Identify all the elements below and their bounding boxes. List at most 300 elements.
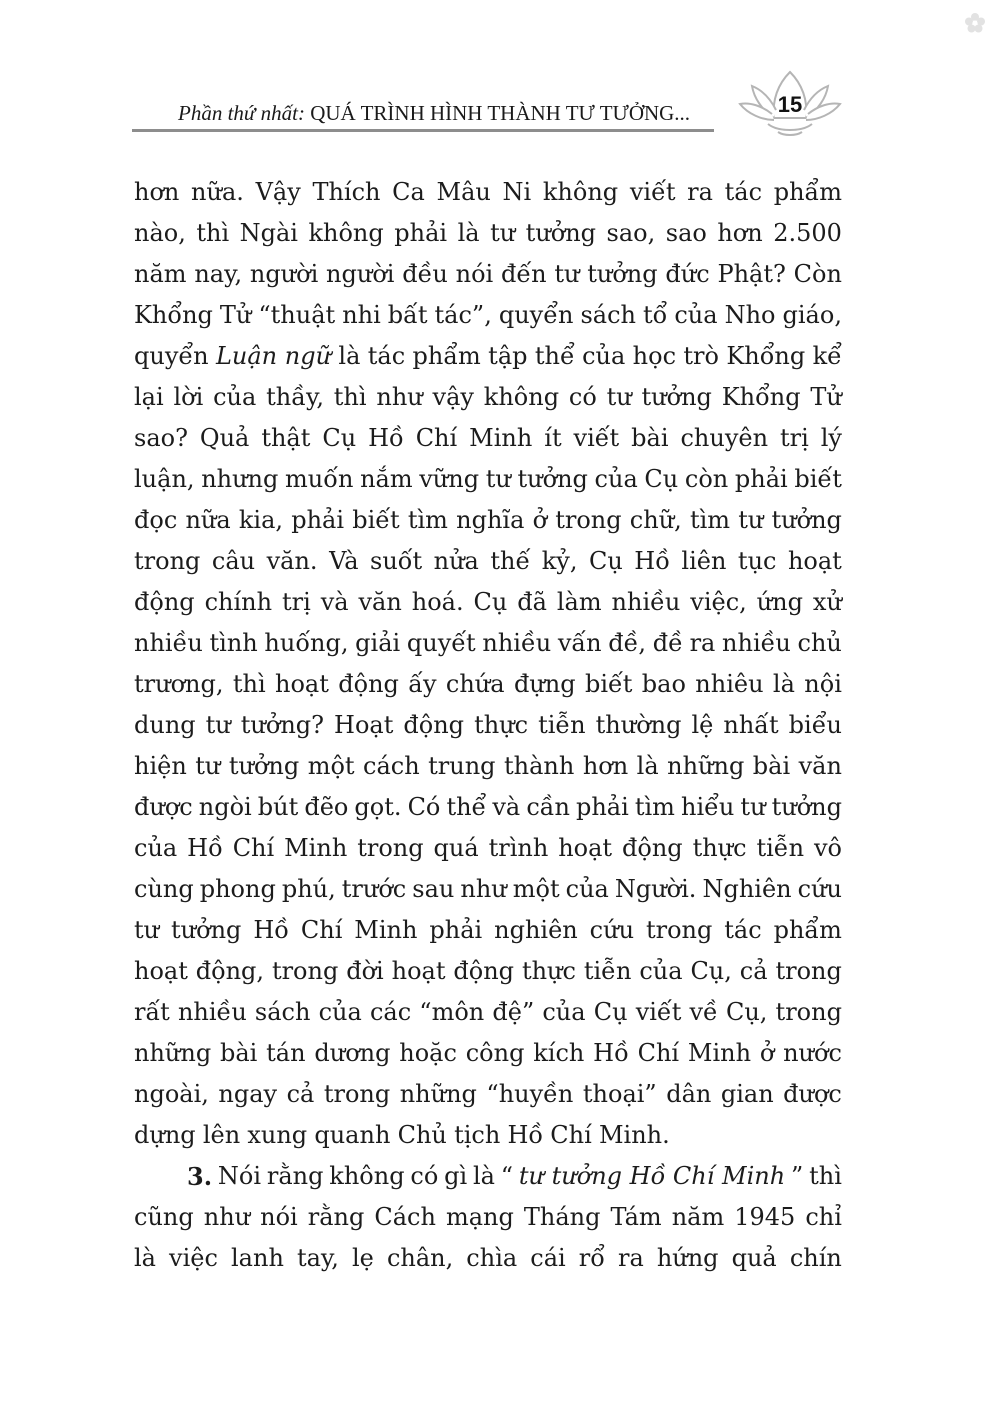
word: tục	[737, 547, 777, 575]
word: Minh	[284, 834, 348, 862]
word: những	[134, 1039, 212, 1067]
word: những	[667, 752, 745, 780]
word: tìm	[634, 793, 675, 821]
word: lời	[173, 383, 204, 411]
word: nói	[455, 260, 494, 288]
word: còn	[684, 465, 729, 493]
word: nhiều	[482, 629, 552, 657]
text-line	[134, 377, 842, 418]
word: biết	[794, 465, 842, 493]
word: nước	[783, 1039, 842, 1067]
word: phẩm	[773, 916, 842, 944]
word: tưởng	[517, 465, 588, 493]
word: ra	[689, 629, 716, 657]
word: đệ”	[492, 998, 535, 1026]
word: nhiều	[177, 998, 247, 1026]
word: xử	[812, 588, 842, 616]
word: thể	[534, 342, 575, 370]
text-line	[134, 254, 842, 295]
word: dựng	[134, 1121, 196, 1149]
word: động	[134, 588, 195, 616]
word: Minh	[354, 916, 418, 944]
word: tác”,	[434, 301, 492, 329]
word: người	[249, 260, 319, 288]
word: hoạt	[558, 834, 613, 862]
header-title	[178, 101, 690, 126]
word: trong	[357, 834, 424, 862]
word: quá	[433, 834, 479, 862]
word: nào,	[134, 219, 186, 247]
word: tiễn	[756, 834, 805, 862]
word: năm	[671, 1203, 725, 1231]
word: trong	[323, 1080, 391, 1108]
word: bài	[631, 424, 669, 452]
word: của	[542, 998, 586, 1026]
word: rằng	[307, 1203, 365, 1231]
text-line	[134, 910, 842, 951]
word: kia,	[238, 506, 284, 534]
word: nhiêu	[695, 670, 764, 698]
word: tìm	[689, 506, 731, 534]
word: dương	[314, 1039, 391, 1067]
word: hoặc	[399, 1039, 457, 1067]
word: giải	[355, 629, 401, 657]
word: nhất	[723, 711, 779, 739]
body-text	[134, 172, 842, 1279]
text-line	[134, 336, 842, 377]
word: cứu	[797, 875, 842, 903]
word: Còn	[793, 260, 842, 288]
word: biết	[584, 670, 633, 698]
word: học	[632, 342, 677, 370]
word: trong	[775, 957, 842, 985]
word: thường	[595, 711, 682, 739]
word: Chủ	[397, 1121, 447, 1149]
text-line	[134, 828, 842, 869]
word: như	[376, 383, 423, 411]
word: của	[582, 342, 626, 370]
word: tay,	[296, 1244, 339, 1272]
word: đến	[500, 260, 547, 288]
text-line	[134, 295, 842, 336]
word: nay,	[194, 260, 243, 288]
word: văn	[358, 588, 402, 616]
word: mạng	[445, 1203, 514, 1231]
word: Minh	[469, 424, 533, 452]
word: bất	[387, 301, 428, 329]
word: Chí	[637, 1039, 680, 1067]
word: vô	[813, 834, 842, 862]
word: tiễn	[583, 957, 632, 985]
word: không	[308, 219, 384, 247]
word: ngoài,	[134, 1080, 209, 1108]
word: thế	[490, 547, 531, 575]
word: và	[320, 588, 349, 616]
word: Ca	[392, 178, 425, 206]
word: “	[500, 1162, 514, 1190]
word: của	[213, 383, 257, 411]
word: động	[338, 670, 399, 698]
word: đọc	[134, 506, 178, 534]
word: Cách	[374, 1203, 436, 1231]
word: thoại”	[582, 1080, 657, 1108]
word: Ni	[502, 178, 532, 206]
word: Khổng	[726, 342, 806, 370]
page-number: 15	[777, 92, 803, 117]
word: sao?	[134, 424, 188, 452]
word: văn.	[266, 547, 318, 575]
word: phải	[291, 506, 345, 534]
word: đựng	[513, 670, 576, 698]
word: như	[203, 1203, 251, 1231]
word: quyển	[134, 342, 209, 370]
text-line	[134, 869, 842, 910]
word: của	[594, 465, 638, 493]
word: thầy,	[266, 383, 324, 411]
word: Tháng	[523, 1203, 601, 1231]
word: Cụ	[473, 588, 508, 616]
word: tưởng	[228, 752, 300, 780]
word: về	[689, 998, 718, 1026]
word: lại	[134, 383, 164, 411]
text-line	[134, 1074, 842, 1115]
word: nhưng	[201, 465, 279, 493]
word: “môn	[419, 998, 485, 1026]
word: Nho	[724, 301, 776, 329]
word: Minh	[687, 1039, 752, 1067]
word: nhiều	[722, 629, 791, 657]
word: muốn	[285, 465, 354, 493]
word: chuyên	[680, 424, 769, 452]
word: chỉ	[805, 1203, 842, 1231]
word: thành	[504, 752, 575, 780]
text-line	[134, 172, 842, 213]
word: tưởng?	[240, 711, 325, 739]
word: ứng	[756, 588, 803, 616]
word: chín	[789, 1244, 842, 1272]
word: Có	[407, 793, 441, 821]
word: hiểu	[681, 793, 735, 821]
word: Nói	[217, 1162, 262, 1190]
word: Chí	[300, 916, 343, 944]
word: những	[399, 1080, 477, 1108]
word: bài	[220, 1039, 258, 1067]
text-line	[134, 459, 842, 500]
word: giáo,	[782, 301, 842, 329]
word: như	[460, 875, 507, 903]
word: tưởng	[771, 793, 842, 821]
word: Cụ	[588, 547, 623, 575]
word: một	[512, 875, 560, 903]
word: đều	[402, 260, 448, 288]
word: năm	[134, 260, 187, 288]
word: động	[403, 711, 465, 739]
word: Hồ	[507, 1121, 544, 1149]
word: hơn	[582, 752, 629, 780]
word: tư	[606, 383, 632, 411]
text-line	[134, 623, 842, 664]
word: nói	[260, 1203, 298, 1231]
word: sau	[412, 875, 455, 903]
word: của	[639, 957, 683, 985]
word: Cụ	[322, 424, 357, 452]
word: phải	[394, 219, 448, 247]
word: trị	[780, 424, 809, 452]
word: phải	[429, 916, 483, 944]
word: công	[465, 1039, 525, 1067]
word: Ngài	[239, 219, 298, 247]
word: nắm	[360, 465, 413, 493]
word: quả	[731, 1244, 777, 1272]
word: nội	[804, 670, 842, 698]
word: được	[134, 793, 193, 821]
word: sách	[254, 998, 311, 1026]
word: trong	[645, 916, 713, 944]
word: tổ	[643, 301, 668, 329]
word: động	[622, 834, 683, 862]
word: kỷ,	[541, 547, 578, 575]
word: kể	[812, 342, 842, 370]
word: trung	[428, 752, 496, 780]
word: ra	[687, 178, 713, 206]
word: lẹ	[351, 1244, 374, 1272]
word: gọt.	[354, 793, 402, 821]
word: quanh	[314, 1121, 391, 1149]
word: sao,	[606, 219, 656, 247]
word: việc,	[690, 588, 747, 616]
word: nhi	[342, 301, 381, 329]
word: ra	[617, 1244, 644, 1272]
word: ”	[791, 1162, 804, 1190]
word: là	[472, 1162, 495, 1190]
word: trình	[488, 834, 549, 862]
word: huống,	[264, 629, 349, 657]
text-line	[134, 992, 842, 1033]
word: chữ,	[629, 506, 682, 534]
word: có	[410, 1162, 439, 1190]
word: động	[453, 957, 515, 985]
word: hoạt	[134, 957, 188, 985]
word: không	[483, 383, 560, 411]
word: không	[542, 178, 619, 206]
word: ấy	[408, 670, 437, 698]
word: thì	[232, 670, 266, 698]
word: cần	[526, 793, 570, 821]
word: Hoạt	[334, 711, 394, 739]
word: Cụ,	[725, 998, 768, 1026]
word: bút	[257, 793, 299, 821]
word: thì	[196, 219, 230, 247]
word: ở	[532, 506, 548, 534]
running-header	[0, 0, 1000, 140]
word: luận,	[134, 465, 195, 493]
word: trong	[775, 998, 842, 1026]
word: được	[783, 1080, 842, 1108]
word: đã	[517, 588, 547, 616]
word: thì	[333, 383, 367, 411]
word: hứng	[656, 1244, 719, 1272]
word: Quả	[199, 424, 250, 452]
word: tưởng	[171, 916, 242, 944]
word: hoạt	[787, 547, 842, 575]
word: Hồ	[593, 1039, 629, 1067]
word: tán	[266, 1039, 306, 1067]
word: chính	[204, 588, 273, 616]
word: liên	[681, 547, 727, 575]
word: suốt	[370, 547, 423, 575]
word: Vậy	[255, 178, 301, 206]
word: 1945	[734, 1203, 796, 1231]
word: tiễn	[538, 711, 586, 739]
word: tư	[738, 506, 764, 534]
word: tư	[195, 752, 221, 780]
text-line	[134, 1197, 842, 1238]
word: Tử	[219, 301, 252, 329]
word: người	[326, 260, 395, 288]
word: Và	[329, 547, 359, 575]
word: hoá.	[411, 588, 464, 616]
word: tác	[724, 178, 763, 206]
text-line	[134, 1033, 842, 1074]
word: ở	[759, 1039, 775, 1067]
word: Nghiên	[702, 875, 792, 903]
word: hơn	[134, 178, 180, 206]
word: là	[772, 670, 795, 698]
word: trước	[341, 875, 407, 903]
word: là	[338, 342, 361, 370]
word: Hồ	[368, 424, 404, 452]
word: trị	[281, 588, 311, 616]
word: 3.	[187, 1162, 213, 1191]
word: hơn	[717, 219, 763, 247]
text-line	[134, 951, 842, 992]
word: nhiều	[611, 588, 681, 616]
word: tư	[205, 711, 231, 739]
word: quyển	[498, 301, 574, 329]
word: cách	[363, 752, 420, 780]
text-line	[134, 213, 842, 254]
header-title-main: QUÁ TRÌNH HÌNH THÀNH TƯ TƯỞNG...	[310, 101, 691, 125]
word: 2.500	[773, 219, 842, 247]
word: hiện	[134, 752, 187, 780]
text-line	[134, 500, 842, 541]
word: gì	[444, 1162, 468, 1190]
word: dân	[666, 1080, 712, 1108]
word: và	[492, 793, 521, 821]
word: đề,	[608, 629, 647, 657]
word: trương,	[134, 670, 224, 698]
word: tư	[485, 465, 511, 493]
word: không	[329, 1162, 405, 1190]
word: nhiều	[134, 629, 203, 657]
text-line	[134, 582, 842, 623]
word: phải	[575, 793, 629, 821]
text-line	[134, 1156, 842, 1197]
word: Cụ	[644, 465, 679, 493]
text-line	[134, 787, 842, 828]
word: Tử	[810, 383, 842, 411]
word: nghĩa	[456, 506, 525, 534]
word: lên	[202, 1121, 241, 1149]
word: Cụ	[593, 998, 628, 1026]
word: trò	[683, 342, 719, 370]
word: Minh.	[598, 1121, 670, 1149]
word: vậy	[432, 383, 474, 411]
word: của	[134, 834, 178, 862]
word: “thuật	[258, 301, 336, 329]
word: chủ	[797, 629, 842, 657]
word: cùng	[134, 875, 194, 903]
word: cả	[739, 957, 768, 985]
word: tưởng	[587, 260, 658, 288]
word: phẩm	[773, 178, 842, 206]
word: gian	[720, 1080, 774, 1108]
word: Luận ngữ	[215, 342, 332, 370]
word: Người.	[614, 875, 697, 903]
word: cả	[286, 1080, 315, 1108]
word: của	[318, 998, 362, 1026]
word: biết	[352, 506, 400, 534]
word: tư tưởng Hồ Chí Minh	[518, 1162, 786, 1190]
word: rằng	[266, 1162, 324, 1190]
word: Hồ	[634, 547, 670, 575]
word: là	[457, 219, 480, 247]
word: tư	[554, 260, 580, 288]
word: thì	[809, 1162, 842, 1190]
word: Cụ,	[690, 957, 732, 985]
word: của	[674, 301, 718, 329]
word: động,	[195, 957, 265, 985]
word: lý	[820, 424, 842, 452]
word: Hồ	[187, 834, 223, 862]
word: lanh	[231, 1244, 284, 1272]
word: Thích	[312, 178, 381, 206]
word: có	[568, 383, 597, 411]
word: tư	[134, 916, 160, 944]
word: viết	[573, 424, 620, 452]
word: nghiên	[494, 916, 578, 944]
word: sách	[580, 301, 636, 329]
word: tác	[724, 916, 762, 944]
word: tưởng	[771, 506, 842, 534]
word: “huyền	[486, 1080, 574, 1108]
word: việc	[169, 1244, 218, 1272]
word: các	[369, 998, 412, 1026]
word: Chí	[550, 1121, 592, 1149]
word: thể	[446, 793, 487, 821]
header-rule	[132, 129, 714, 132]
word: đề	[652, 629, 683, 657]
header-title-prefix: Phần thứ nhất:	[178, 101, 305, 125]
word: đời	[346, 957, 384, 985]
word: Chí	[232, 834, 275, 862]
word: trong	[555, 506, 622, 534]
word: cũng	[134, 1203, 194, 1231]
word: bài	[752, 752, 791, 780]
text-line	[134, 1238, 842, 1279]
word: viết	[629, 178, 676, 206]
word: câu	[211, 547, 256, 575]
text-line	[134, 541, 842, 582]
word: chứa	[445, 670, 505, 698]
word: kích	[533, 1039, 585, 1067]
word: Mâu	[436, 178, 491, 206]
word: viết	[635, 998, 682, 1026]
word: bao	[641, 670, 686, 698]
word: tư	[740, 793, 766, 821]
text-line	[134, 664, 842, 705]
word: Chí	[415, 424, 458, 452]
